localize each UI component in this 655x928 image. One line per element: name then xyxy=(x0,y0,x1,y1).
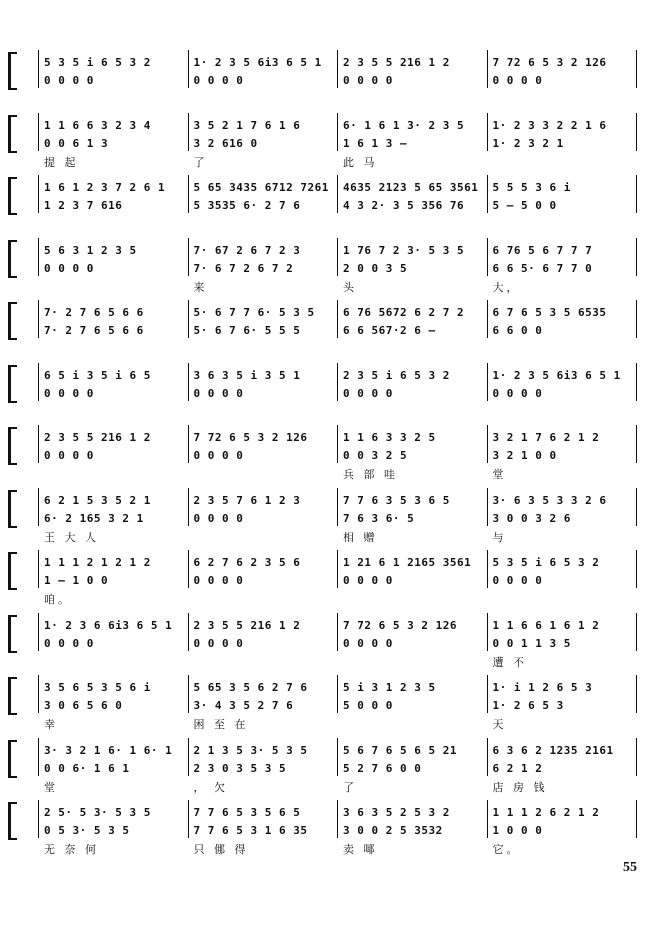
top-staff-row xyxy=(38,744,636,757)
top-staff-row xyxy=(38,119,636,132)
score-system xyxy=(8,486,644,544)
score-system xyxy=(8,736,644,794)
measure-notes: 0 0 0 0 xyxy=(44,386,94,400)
lyric-text: 堂 xyxy=(44,780,58,794)
measure-notes: 7· 2 7 6 5 6 6 xyxy=(44,306,144,319)
measure-notes: 1 76 7 2 3· 5 3 5 xyxy=(343,243,465,257)
measure-notes: 6 76 5672 6 2 7 2 xyxy=(343,306,465,319)
score-system xyxy=(8,611,644,669)
system-bracket xyxy=(8,115,17,153)
score-system xyxy=(8,548,644,606)
top-staff-row xyxy=(38,556,636,569)
measure-notes: 5 5 5 3 6 i xyxy=(492,181,571,194)
lyrics-row xyxy=(38,279,636,295)
lyric-text xyxy=(487,154,637,170)
measure-notes: 5 — 5 0 0 xyxy=(492,199,557,212)
measure-notes: 0 0 0 0 xyxy=(193,511,244,525)
measure-notes: 4635 2123 5 65 3561 xyxy=(343,181,479,194)
measure-notes: 5 0 0 0 xyxy=(343,699,393,712)
top-staff-row xyxy=(38,306,636,319)
measure-notes: 7· 2 7 6 5 6 6 xyxy=(44,324,144,337)
measure-notes: 2 3 5 5 216 1 2 xyxy=(343,56,450,69)
measure-notes: 6 6 567·2 6 — xyxy=(343,324,436,337)
bottom-staff-row xyxy=(38,824,636,837)
page-number: 55 xyxy=(623,860,637,875)
lyric-text: 堂 xyxy=(492,468,507,481)
measure-notes: 6 2 1 2 xyxy=(492,761,543,775)
system-bracket xyxy=(8,677,17,715)
lyric-text: 无 奈 何 xyxy=(44,843,99,856)
lyric-text xyxy=(337,654,487,670)
lyrics-row xyxy=(38,154,636,170)
measure-notes: 1 2 3 7 616 xyxy=(44,199,123,212)
measure-notes: 5 3535 6· 2 7 6 xyxy=(193,199,301,212)
lyrics-row xyxy=(38,654,636,670)
score-system xyxy=(8,173,644,225)
lyric-text: 提 起 xyxy=(44,155,79,169)
top-staff-row xyxy=(38,806,636,819)
measure-notes: 5 3 5 i 6 5 3 2 xyxy=(44,56,151,69)
measure-notes: 0 0 3 2 5 xyxy=(343,449,408,462)
lyric-text: 了 xyxy=(343,780,357,794)
lyric-text: 王 大 人 xyxy=(44,530,99,544)
measure-notes: 0 0 0 0 xyxy=(492,386,543,400)
top-staff-row xyxy=(38,369,636,382)
lyric-text: 兵 部 哇 xyxy=(343,468,398,481)
measure-notes: 0 0 6 1 3 xyxy=(44,136,109,150)
lyrics-row xyxy=(38,529,636,545)
lyric-text: 来 xyxy=(193,280,208,294)
lyric-text xyxy=(188,466,338,482)
system-bracket xyxy=(8,615,17,653)
measure-notes: 0 0 0 0 xyxy=(193,386,244,400)
lyric-text xyxy=(38,279,188,295)
lyric-text: ， 欠 xyxy=(193,780,228,794)
measure-notes: 5 6 3 1 2 3 5 xyxy=(44,243,137,257)
measure-notes: 6 2 7 6 2 3 5 6 xyxy=(193,556,301,569)
barline xyxy=(636,738,637,776)
measure-notes: 7 72 6 5 3 2 126 xyxy=(492,56,607,69)
system-bracket xyxy=(8,52,17,90)
measure-notes: 5 6 7 6 5 6 5 21 xyxy=(343,743,457,757)
barline xyxy=(636,175,637,213)
measure-notes: 0 0 0 0 xyxy=(492,74,543,87)
measure-notes: 1 1 6 6 1 6 1 2 xyxy=(492,618,600,632)
bottom-staff-row xyxy=(38,762,636,775)
measure-notes: 3 6 3 5 i 3 5 1 xyxy=(193,368,301,382)
measure-notes: 1· 2 6 5 3 xyxy=(492,699,564,712)
top-staff-row xyxy=(38,181,636,194)
lyric-text xyxy=(38,466,188,482)
measure-notes: 3 2 1 0 0 xyxy=(492,449,557,462)
lyric-text: 了 xyxy=(193,155,208,169)
system-bracket xyxy=(8,240,17,278)
measure-notes: 5· 6 7 6· 5 5 5 xyxy=(193,324,301,337)
lyric-text xyxy=(188,529,338,545)
lyric-text: 遭 不 xyxy=(492,655,527,669)
measure-notes: 5 65 3435 6712 7261 xyxy=(193,181,329,194)
measure-notes: 7 7 6 5 3 1 6 35 xyxy=(193,824,308,837)
lyric-text: 与 xyxy=(492,530,507,544)
score-system xyxy=(8,111,644,169)
measure-notes: 1 0 0 0 xyxy=(492,824,543,837)
measure-notes: 0 0 0 0 xyxy=(193,74,244,87)
measure-notes: 1 1 1 2 1 2 1 2 xyxy=(44,556,151,569)
measure-notes: 5 2 7 6 0 0 xyxy=(343,761,422,775)
measure-notes: 0 0 0 0 xyxy=(343,386,393,400)
measure-notes: 4 3 2· 3 5 356 76 xyxy=(343,199,465,212)
measure-notes: 0 5 3· 5 3 5 xyxy=(44,824,130,837)
lyric-text: 店 房 钱 xyxy=(492,780,548,794)
measure-notes: 2 5· 5 3· 5 3 5 xyxy=(44,806,151,819)
bottom-staff-row xyxy=(38,262,636,275)
measure-notes: 7 7 6 5 3 5 6 5 xyxy=(193,806,301,819)
measure-notes: 7 72 6 5 3 2 126 xyxy=(193,431,308,444)
bottom-staff-row xyxy=(38,699,636,712)
measure-notes: 7 7 6 3 5 3 6 5 xyxy=(343,493,450,507)
measure-notes: 5· 6 7 7 6· 5 3 5 xyxy=(193,306,315,319)
measure-notes: 3 2 1 7 6 2 1 2 xyxy=(492,431,600,444)
barline xyxy=(636,550,637,588)
measure-notes: 1· 2 3 2 1 xyxy=(492,136,564,150)
measure-notes: 6· 1 6 1 3· 2 3 5 xyxy=(343,118,465,132)
measure-notes: 0 0 0 0 xyxy=(343,574,393,587)
lyrics-row xyxy=(38,716,636,732)
measure-notes: 1· 2 3 6 6i3 6 5 1 xyxy=(44,618,173,632)
measure-notes: 3 0 6 5 6 0 xyxy=(44,699,123,712)
measure-notes: 0 0 6· 1 6 1 xyxy=(44,761,130,775)
top-staff-row xyxy=(38,494,636,507)
lyrics-row xyxy=(38,466,636,482)
bottom-staff-row xyxy=(38,449,636,462)
measure-notes: 0 0 1 1 3 5 xyxy=(492,636,571,650)
measure-notes: 0 0 0 0 xyxy=(193,574,244,587)
measure-notes: 2 0 0 3 5 xyxy=(343,261,408,275)
measure-notes: 1· 2 3 5 6i3 6 5 1 xyxy=(193,56,322,69)
measure-notes: 5 65 3 5 6 2 7 6 xyxy=(193,681,308,694)
score-system xyxy=(8,236,644,294)
system-bracket xyxy=(8,365,17,403)
top-staff-row xyxy=(38,244,636,257)
measure-notes: 0 0 0 0 xyxy=(44,449,94,462)
measure-notes: 2 3 5 7 6 1 2 3 xyxy=(193,493,301,507)
lyric-text xyxy=(188,591,338,607)
bottom-staff-row xyxy=(38,574,636,587)
measure-notes: 5 i 3 1 2 3 5 xyxy=(343,681,436,694)
score-system xyxy=(8,361,644,413)
lyric-text: 此 马 xyxy=(343,155,378,169)
system-bracket xyxy=(8,740,17,778)
barline xyxy=(636,50,637,88)
measure-notes: 6 6 5· 6 7 7 0 xyxy=(492,261,593,275)
measure-notes: 7· 67 2 6 7 2 3 xyxy=(193,243,301,257)
measure-notes: 2 1 3 5 3· 5 3 5 xyxy=(193,743,308,757)
measure-notes: 6 2 1 5 3 5 2 1 xyxy=(44,493,151,507)
bottom-staff-row xyxy=(38,137,636,150)
measure-notes: 1 1 6 6 3 2 3 4 xyxy=(44,118,151,132)
bottom-staff-row xyxy=(38,512,636,525)
lyric-text xyxy=(487,591,637,607)
barline xyxy=(636,675,637,713)
bottom-staff-row xyxy=(38,199,636,212)
measure-notes: 1· 2 3 5 6i3 6 5 1 xyxy=(492,368,621,382)
score-system xyxy=(8,798,644,856)
measure-notes: 5 3 5 i 6 5 3 2 xyxy=(492,556,600,569)
barline xyxy=(636,300,637,338)
bottom-staff-row xyxy=(38,387,636,400)
measure-notes: 2 3 0 3 5 3 5 xyxy=(193,761,287,775)
barline xyxy=(636,363,637,401)
measure-notes: 3 0 0 2 5 3532 xyxy=(343,824,443,837)
top-staff-row xyxy=(38,56,636,69)
measure-notes: 0 0 0 0 xyxy=(492,574,543,587)
system-bracket xyxy=(8,802,17,840)
lyric-text: 天 xyxy=(492,718,507,731)
system-bracket xyxy=(8,302,17,340)
lyric-text: 幸 xyxy=(44,718,58,731)
measure-notes: 1 1 6 3 3 2 5 xyxy=(343,431,436,444)
lyric-text: 头 xyxy=(343,280,357,294)
system-bracket xyxy=(8,177,17,215)
barline xyxy=(636,488,637,526)
measure-notes: 1· 2 3 3 2 2 1 6 xyxy=(492,118,607,132)
measure-notes: 1 6 1 2 3 7 2 6 1 xyxy=(44,181,166,194)
lyric-text: 相 赠 xyxy=(343,530,378,544)
lyrics-row xyxy=(38,779,636,795)
system-bracket xyxy=(8,427,17,465)
lyrics-row xyxy=(38,841,636,857)
measure-notes: 0 0 0 0 xyxy=(193,636,244,650)
lyric-text xyxy=(337,716,487,732)
score-system xyxy=(8,298,644,350)
measure-notes: 3 5 6 5 3 5 6 i xyxy=(44,681,151,694)
lyric-text: 咱。 xyxy=(44,593,72,606)
barline xyxy=(636,238,637,276)
measure-notes: 3· 3 2 1 6· 1 6· 1 xyxy=(44,743,173,757)
measure-notes: 6 7 6 5 3 5 6535 xyxy=(492,306,607,319)
lyric-text: 困 至 在 xyxy=(193,718,249,731)
measure-notes: 1 1 1 2 6 2 1 2 xyxy=(492,806,600,819)
top-staff-row xyxy=(38,431,636,444)
measure-notes: 3· 4 3 5 2 7 6 xyxy=(193,699,294,712)
measure-notes: 6 76 5 6 7 7 7 xyxy=(492,243,593,257)
lyric-text xyxy=(38,654,188,670)
measure-notes: 6 5 i 3 5 i 6 5 xyxy=(44,368,151,382)
lyrics-row xyxy=(38,591,636,607)
bottom-staff-row xyxy=(38,637,636,650)
measure-notes: 3 5 2 1 7 6 1 6 xyxy=(193,118,301,132)
measure-notes: 3 6 3 5 2 5 3 2 xyxy=(343,806,450,819)
barline xyxy=(636,613,637,651)
measure-notes: 1· i 1 2 6 5 3 xyxy=(492,681,593,694)
measure-notes: 7 6 3 6· 5 xyxy=(343,511,415,525)
measure-notes: 0 0 0 0 xyxy=(193,449,244,462)
score-system xyxy=(8,423,644,481)
lyric-text: 大， xyxy=(492,280,521,294)
system-bracket xyxy=(8,490,17,528)
measure-notes: 7· 6 7 2 6 7 2 xyxy=(193,261,294,275)
system-bracket xyxy=(8,552,17,590)
measure-notes: 2 3 5 5 216 1 2 xyxy=(44,431,151,444)
lyric-text: 只 㑚 得 xyxy=(193,843,249,856)
measure-notes: 7 72 6 5 3 2 126 xyxy=(343,618,457,632)
measure-notes: 6 6 0 0 xyxy=(492,324,543,337)
top-staff-row xyxy=(38,619,636,632)
measure-notes: 1 — 1 0 0 xyxy=(44,574,109,587)
lyric-text: 卖 㖿 xyxy=(343,843,378,856)
measure-notes: 3· 6 3 5 3 3 2 6 xyxy=(492,493,607,507)
measure-notes: 3 2 616 0 xyxy=(193,136,258,150)
score-system xyxy=(8,673,644,731)
measure-notes: 1 6 1 3 — xyxy=(343,136,408,150)
measure-notes: 6 3 6 2 1235 2161 xyxy=(492,743,614,757)
lyric-text xyxy=(337,591,487,607)
measure-notes: 2 3 5 i 6 5 3 2 xyxy=(343,368,450,382)
measure-notes: 0 0 0 0 xyxy=(343,74,393,87)
measure-notes: 0 0 0 0 xyxy=(44,261,94,275)
barline xyxy=(636,113,637,151)
measure-notes: 0 0 0 0 xyxy=(343,636,393,650)
bottom-staff-row xyxy=(38,324,636,337)
lyric-text: 它。 xyxy=(492,843,521,856)
measure-notes: 6· 2 165 3 2 1 xyxy=(44,511,144,525)
bottom-staff-row xyxy=(38,74,636,87)
measure-notes: 0 0 0 0 xyxy=(44,74,94,87)
barline xyxy=(636,425,637,463)
measure-notes: 3 0 0 3 2 6 xyxy=(492,511,571,525)
barline xyxy=(636,800,637,838)
measure-notes: 2 3 5 5 216 1 2 xyxy=(193,618,301,632)
measure-notes: 1 21 6 1 2165 3561 xyxy=(343,556,472,569)
top-staff-row xyxy=(38,681,636,694)
lyric-text xyxy=(188,654,338,670)
measure-notes: 0 0 0 0 xyxy=(44,636,94,650)
score-system xyxy=(8,48,644,100)
